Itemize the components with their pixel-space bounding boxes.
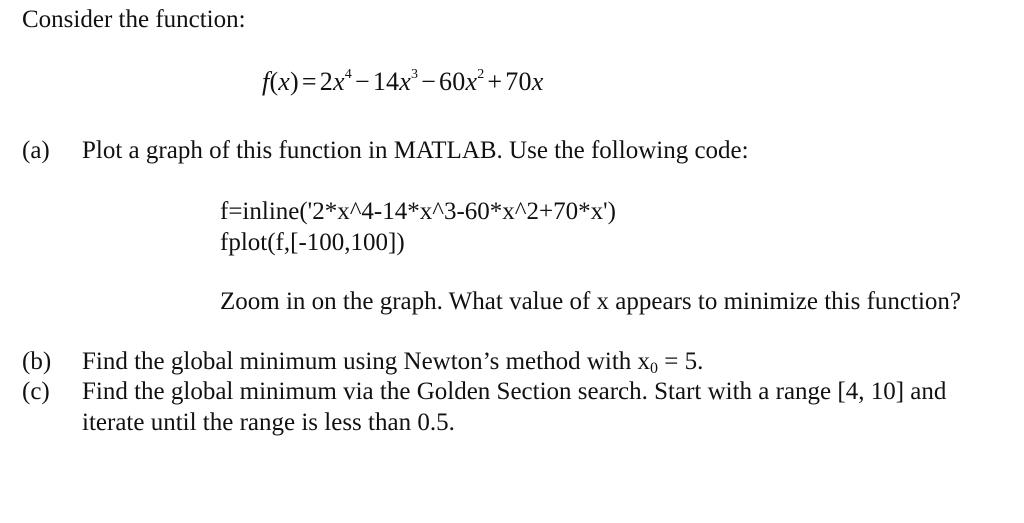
- code-line-fplot: fplot(f,[-100,100]): [220, 229, 405, 256]
- part-a-question: Zoom in on the graph. What value of x appears to minimize this function?: [220, 288, 962, 315]
- part-b-subscript: 0: [650, 360, 659, 377]
- formula-term2-var: x: [399, 67, 411, 96]
- part-b-text-before: Find the global minimum using Newton’s method with x: [82, 348, 651, 375]
- part-a-marker: (a): [22, 137, 50, 164]
- part-c-marker: (c): [22, 378, 50, 405]
- part-a-text: Plot a graph of this function in MATLAB. Use the following code:: [82, 137, 749, 164]
- part-c-line2: iterate until the range is less than 0.5.: [82, 409, 455, 436]
- function-formula: [262, 69, 543, 95]
- formula-op1: −: [354, 67, 370, 96]
- part-b-marker: (b): [22, 348, 52, 375]
- part-b-text-after: = 5.: [658, 348, 704, 375]
- formula-term3-coef: 60: [439, 67, 466, 96]
- formula-term1-exp: 4: [344, 67, 352, 82]
- formula-term1-coef: 2: [319, 67, 333, 96]
- part-c-line1: Find the global minimum via the Golden Section search. Start with a range [4, 10] and: [82, 378, 947, 405]
- formula-term1-var: x: [332, 67, 345, 96]
- formula-term3-exp: 2: [477, 67, 485, 82]
- formula-op3: +: [487, 67, 503, 96]
- formula-term4-var: x: [531, 67, 544, 96]
- formula-function-name: f: [262, 67, 270, 96]
- part-b-text: [82, 348, 704, 377]
- formula-term4-coef: 70: [505, 67, 532, 96]
- formula-equals: =: [301, 67, 317, 96]
- formula-argument: (x): [269, 67, 299, 96]
- intro-text: Consider the function:: [22, 6, 246, 33]
- code-line-inline: f=inline('2*x^4-14*x^3-60*x^2+70*x'): [220, 198, 616, 225]
- formula-term2-exp: 3: [410, 67, 419, 82]
- formula-op2: −: [421, 67, 437, 96]
- formula-term3-var: x: [465, 67, 478, 96]
- formula-term2-coef: 14: [372, 67, 400, 96]
